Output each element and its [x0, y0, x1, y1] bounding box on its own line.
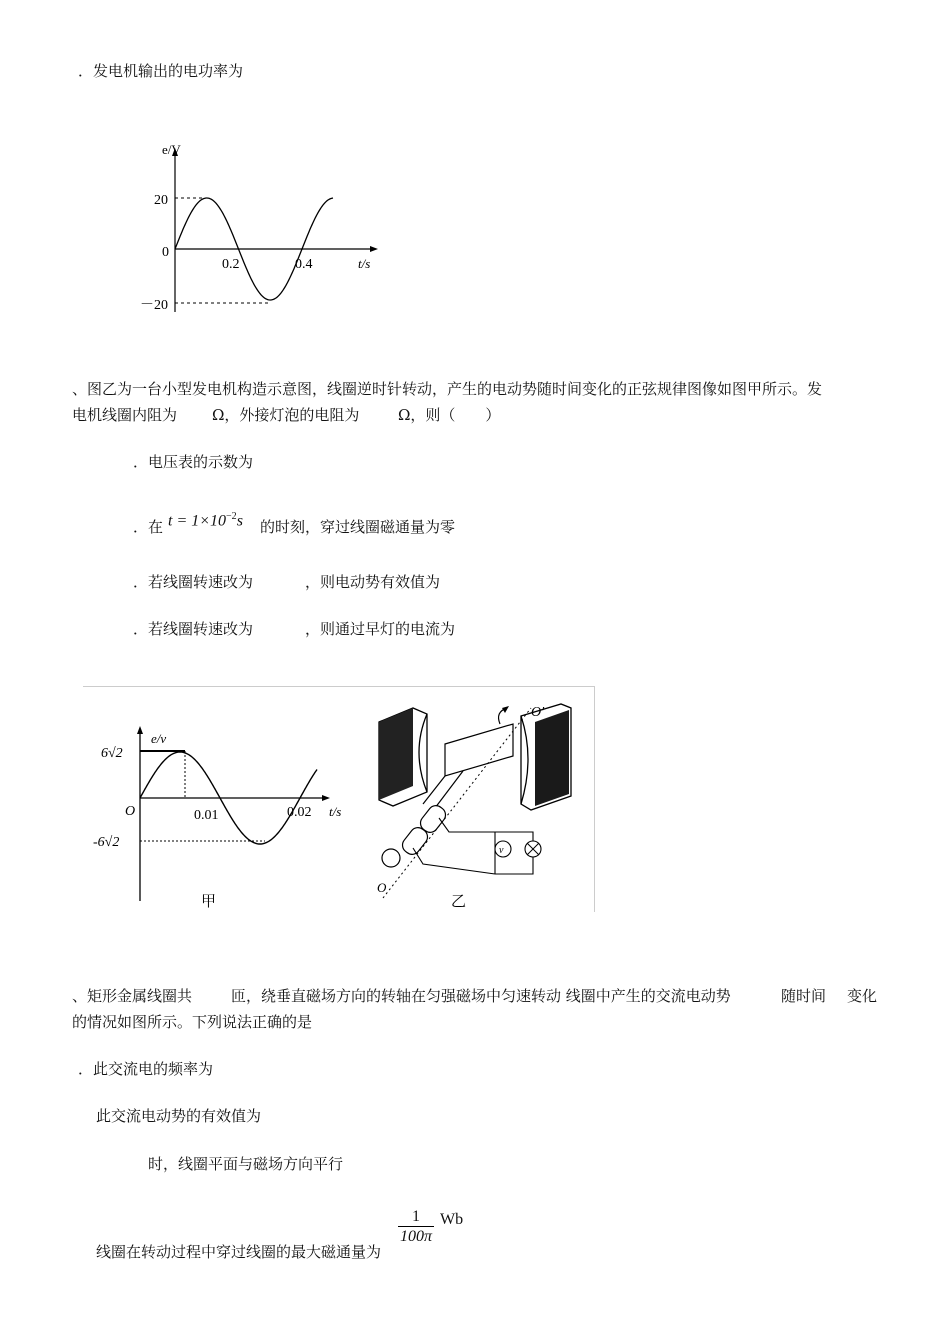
- q-rect-line1a: 、矩形金属线圈共: [72, 987, 193, 1005]
- x-tick-0.2: 0.2: [222, 257, 240, 272]
- y-axis-label: e/V: [162, 142, 181, 157]
- q-generator-line2b: Ω，外接灯泡的电阻为: [212, 406, 360, 424]
- jia-y-min: -6√2: [93, 835, 120, 850]
- y-tick-neg20: －20: [140, 298, 168, 313]
- fraction-unit: Wb: [440, 1210, 464, 1228]
- axis-label-top: O′: [531, 705, 545, 720]
- q-rect-line1b: 匝，绕垂直磁场方向的转轴在匀强磁场中匀速转动 线圈中产生的交流电动势: [231, 987, 731, 1005]
- fraction-numerator: 1: [412, 1208, 420, 1225]
- q-rect-option-b: 此交流电动势的有效值为: [96, 1107, 262, 1125]
- sine-graph-1: [140, 140, 380, 320]
- jia-y-max: 6√2: [101, 746, 123, 761]
- jia-x-label: t/s: [329, 804, 342, 819]
- q-rect-line1d: 变化: [847, 987, 878, 1005]
- x-axis-label: t/s: [358, 256, 371, 271]
- jia-caption: 甲: [201, 894, 217, 910]
- q-rect-option-a: ．此交流电的频率为: [78, 1060, 214, 1078]
- option-b-suffix: 的时刻，穿过线圈磁通量为零: [260, 518, 456, 536]
- fraction-denominator: 100π: [400, 1228, 433, 1245]
- option-b-formula: $t = 1\times 10^{-2}s$: [168, 511, 243, 530]
- jia-x-tick-0.01: 0.01: [194, 808, 219, 823]
- y-tick-0: 0: [162, 245, 169, 260]
- yi-caption: 乙: [451, 894, 467, 910]
- q-generator-line2a: 电机线圈内阻为: [72, 406, 178, 424]
- option-b-prefix: ．在: [133, 518, 164, 536]
- option-c-a: ．若线圈转速改为: [133, 573, 254, 591]
- q-generator-line2c: Ω，则（ ）: [398, 406, 501, 424]
- axis-label-bottom: O: [377, 880, 387, 895]
- q-rect-option-c: 时，线圈平面与磁场方向平行: [148, 1155, 344, 1173]
- option-a: ．电压表的示数为: [133, 453, 254, 471]
- jia-x-tick-0.02: 0.02: [287, 805, 312, 820]
- q-rect-line1c: 随时间: [781, 987, 827, 1005]
- figure-jia-yi: [83, 686, 598, 914]
- jia-y-label: e/v: [151, 731, 167, 746]
- voltmeter-label: v: [499, 845, 504, 856]
- y-tick-20: 20: [154, 193, 168, 208]
- option-c-b: ，则电动势有效值为: [305, 573, 441, 591]
- jia-origin: O: [125, 804, 136, 819]
- max-flux-fraction: [398, 1208, 463, 1247]
- q-generator-line1: 、图乙为一台小型发电机构造示意图，线圈逆时针转动，产生的电动势随时间变化的正弦规律图像如图甲所示。发: [72, 380, 823, 398]
- q-rect-option-d: 线圈在转动过程中穿过线圈的最大磁通量为: [96, 1243, 382, 1261]
- x-tick-0.4: 0.4: [295, 257, 313, 272]
- option-d-a: ．若线圈转速改为: [133, 620, 254, 638]
- q-rect-line2: 的情况如图所示。下列说法正确的是: [72, 1013, 313, 1031]
- option-d-power: ．发电机输出的电功率为: [78, 62, 244, 80]
- option-d-b: ，则通过早灯的电流为: [305, 620, 456, 638]
